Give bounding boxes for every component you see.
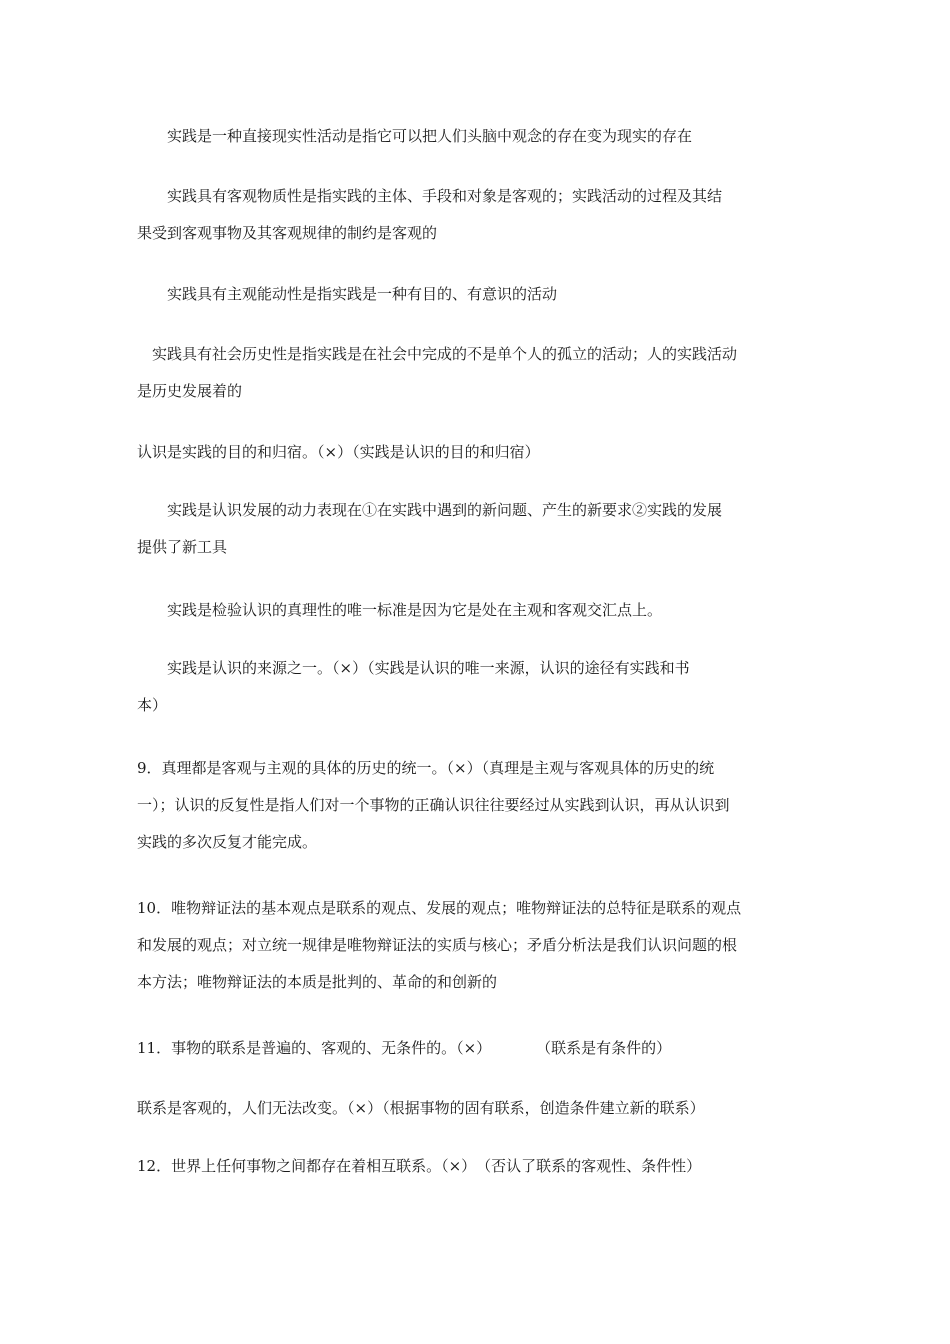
text-line: 联系是客观的，人们无法改变。（×）（根据事物的固有联系，创造条件建立新的联系） [137, 1099, 705, 1117]
text-line: 一）；认识的反复性是指人们对一个事物的正确认识往往要经过从实践到认识，再从认识到 [137, 796, 730, 814]
paragraph-2 [137, 178, 817, 252]
paragraph-11 [137, 1030, 817, 1067]
text-line: 本方法；唯物辩证法的本质是批判的、革命的和创新的 [137, 973, 498, 991]
text-line: 10．唯物辩证法的基本观点是联系的观点、发展的观点；唯物辩证法的总特征是联系的观点 [137, 899, 742, 917]
paragraph-3 [137, 276, 817, 313]
text-line: 实践具有客观物质性是指实践的主体、手段和对象是客观的；实践活动的过程及其结 [137, 187, 723, 205]
text-line: 和发展的观点；对立统一规律是唯物辩证法的实质与核心；矛盾分析法是我们认识问题的根 [137, 936, 738, 954]
text-line: 认识是实践的目的和归宿。（×）（实践是认识的目的和归宿） [137, 443, 540, 461]
text-line: 实践是一种直接现实性活动是指它可以把人们头脑中观念的存在变为现实的存在 [137, 127, 693, 145]
text-line: 果受到客观事物及其客观规律的制约是客观的 [137, 224, 438, 242]
text-line: 是历史发展着的 [137, 382, 243, 400]
text-line: 11．事物的联系是普遍的、客观的、无条件的。（×） （联系是有条件的） [137, 1039, 672, 1057]
text-line: 实践具有社会历史性是指实践是在社会中完成的不是单个人的孤立的活动；人的实践活动 [137, 345, 738, 363]
paragraph-6 [137, 492, 817, 566]
text-line: 实践的多次反复才能完成。 [137, 833, 318, 851]
text-line: 9．真理都是客观与主观的具体的历史的统一。（×）（真理是主观与客观具体的历史的统 [137, 759, 715, 777]
paragraph-7 [137, 592, 817, 629]
paragraph-12 [137, 1090, 817, 1127]
text-line: 实践是检验认识的真理性的唯一标准是因为它是处在主观和客观交汇点上。 [137, 601, 663, 619]
text-line: 本） [137, 696, 168, 714]
text-line: 实践是认识的来源之一。（×）（实践是认识的唯一来源，认识的途径有实践和书 [137, 659, 690, 677]
text-line: 12．世界上任何事物之间都存在着相互联系。（×） （否认了联系的客观性、条件性） [137, 1157, 702, 1175]
paragraph-8 [137, 650, 817, 724]
text-line: 实践具有主观能动性是指实践是一种有目的、有意识的活动 [137, 285, 558, 303]
paragraph-4 [137, 336, 817, 410]
paragraph-9 [137, 750, 817, 861]
paragraph-13 [137, 1148, 817, 1185]
paragraph-10 [137, 890, 817, 1001]
text-line: 提供了新工具 [137, 538, 228, 556]
text-line: 实践是认识发展的动力表现在①在实践中遇到的新问题、产生的新要求②实践的发展 [137, 501, 723, 519]
paragraph-5 [137, 434, 817, 471]
paragraph-1 [137, 118, 817, 155]
